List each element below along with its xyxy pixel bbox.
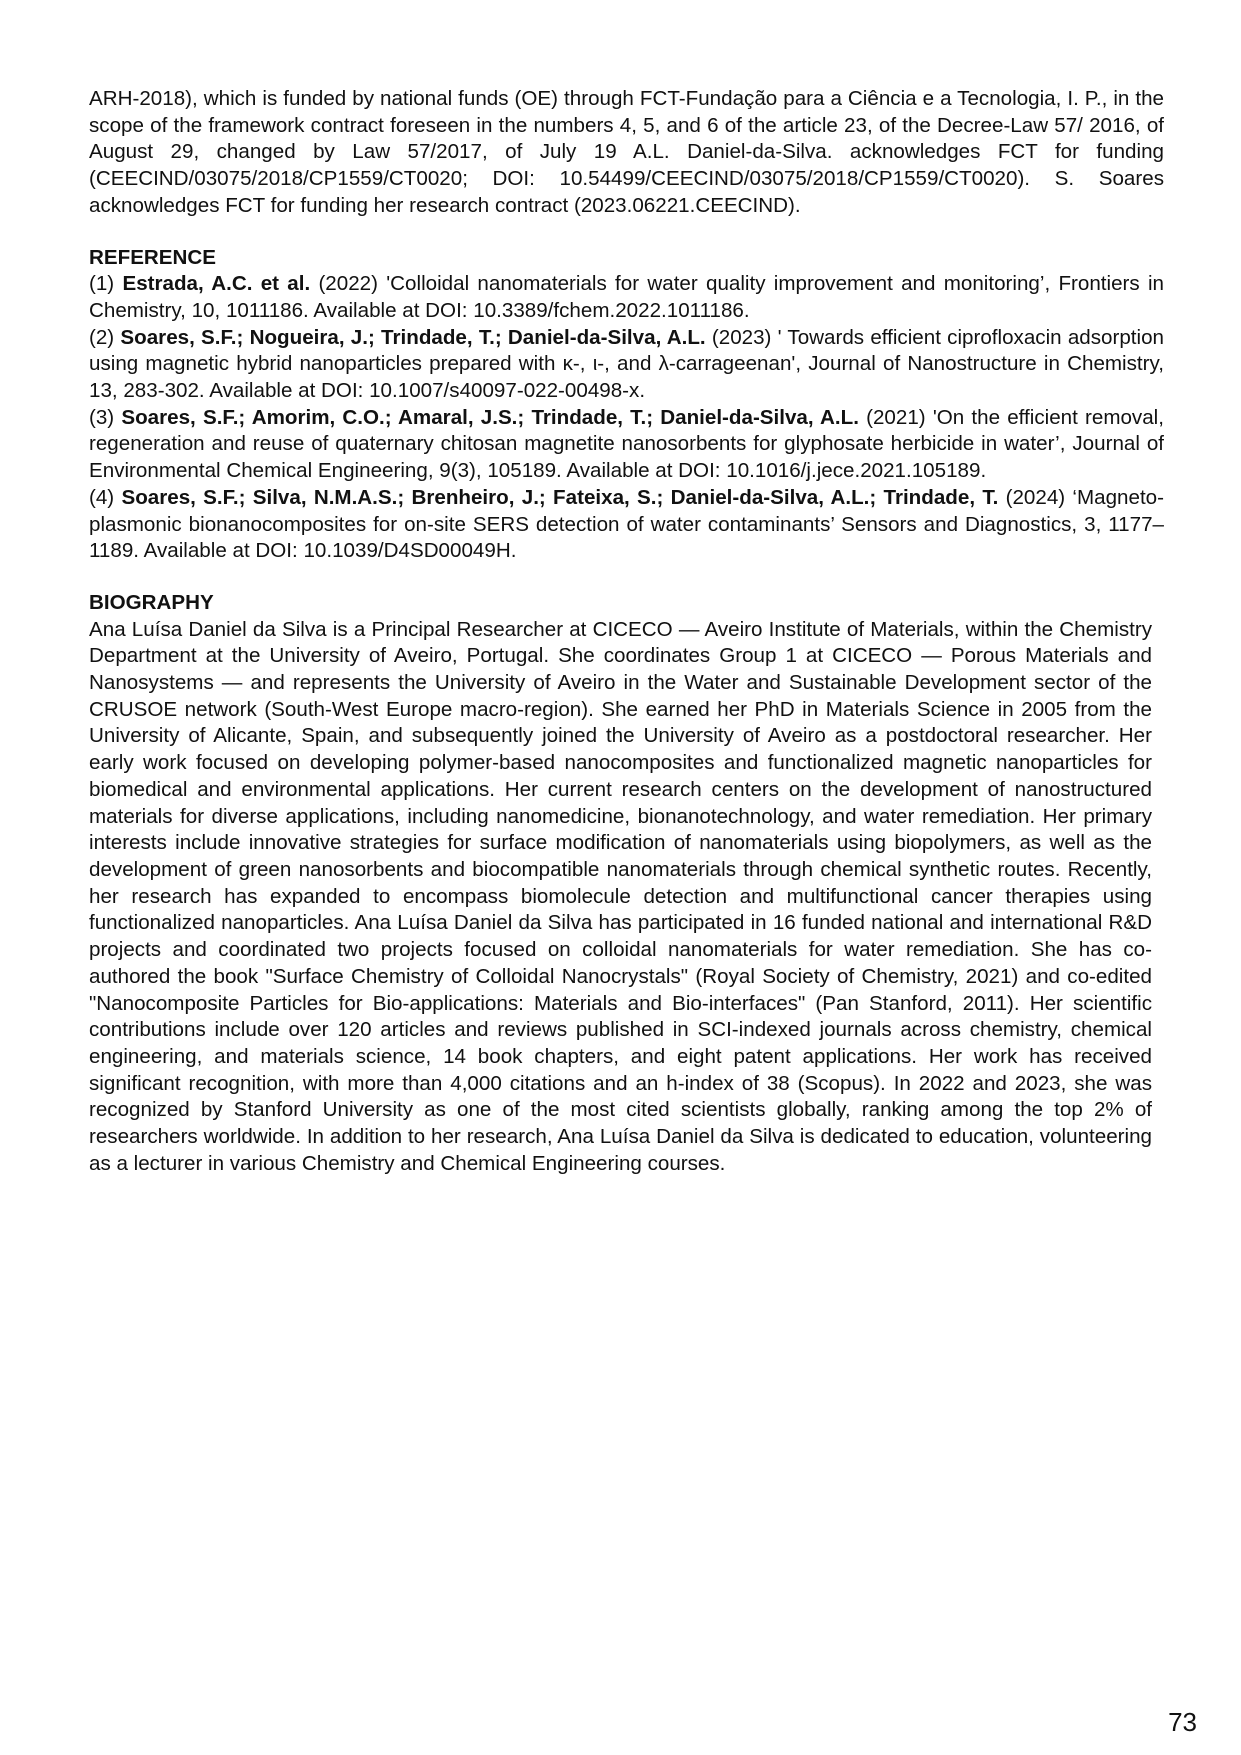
reference-authors: Soares, S.F.; Nogueira, J.; Trindade, T.; Daniel-da-Silva, A.L. [120,325,706,349]
reference-heading: REFERENCE [89,245,217,269]
reference-details: (2024) ‘Magneto-plasmonic bionanocomposites for on-site SERS detection of water contaminants’ Sensors and Diagnostics, 3, 1177–1189. Available at DOI: 10.1039/D4SD00049H. [89,485,1164,563]
reference-details: (2023) ' Towards efficient ciprofloxacin adsorption using magnetic hybrid nanoparticles prepared with κ-, ι-, and λ-carrageenan', Journal of Nanostructure in Chemistry, 13, 283-302. Available at DOI: 10.1007/s40097-022-00498-x. [89,325,1165,403]
reference-list [89,271,1164,565]
reference-authors: Soares, S.F.; Silva, N.M.A.S.; Brenheiro, J.; Fateixa, S.; Daniel-da-Silva, A.L.; Trindade, T. [121,485,999,509]
reference-item [89,485,1164,565]
reference-number: (4) [89,485,122,509]
page-number: 73 [1168,1707,1197,1737]
reference-details: (2022) 'Colloidal nanomaterials for water quality improvement and monitoring’, Frontiers in Chemistry, 10, 1011186. Available at DOI: 10.3389/fchem.2022.1011186. [89,272,1164,322]
reference-number: (3) [89,405,122,429]
reference-number: (1) [89,272,123,296]
reference-number: (2) [89,325,121,349]
reference-item [89,325,1164,405]
biography-paragraph: Ana Luísa Daniel da Silva is a Principal Researcher at CICECO — Aveiro Institute of Materials, within the Chemistry Department at the University of Aveiro, Portugal. She coordinates Group 1 at CICECO — Porous Materials and Nanosystems — and represents the University of Aveiro in the Water and Sustainable Development sector of the CRUSOE network (South-West Europe macro-region). She earned her PhD in Materials Science in 2005 from the University of Alicante, Spain, and subsequently joined the University of Aveiro as a postdoctoral researcher. Her early work focused on developing polymer-based nanocomposites and functionalized magnetic nanoparticles for biomedical and environmental applications. Her current research centers on the development of nanostructured materials for diverse applications, including nanomedicine, bionanotechnology, and water remediation. Her primary interests include innovative strategies for surface modification of nanomaterials using biopolymers, as well as the development of green nanosorbents and biocompatible nanomaterials through chemical synthetic routes. Recently, her research has expanded to encompass biomolecule detection and multifunctional cancer therapies using functionalized nanoparticles. Ana Luísa Daniel da Silva has participated in 16 funded national and international R&D projects and coordinated two projects focused on colloidal nanomaterials for water remediation. She has co-authored the book "Surface Chemistry of Colloidal Nanocrystals" (Royal Society of Chemistry, 2021) and co-edited "Nanocomposite Particles for Bio-applications: Materials and Bio-interfaces" (Pan Stanford, 2011). Her scientific contributions include over 120 articles and reviews published in SCI-indexed journals across chemistry, chemical engineering, and materials science, 14 book chapters, and eight patent applications. Her work has received significant recognition, with more than 4,000 citations and an h-index of 38 (Scopus). In 2022 and 2023, she was recognized by Stanford University as one of the most cited scientists globally, ranking among the top 2% of researchers worldwide. In addition to her research, Ana Luísa Daniel da Silva is dedicated to education, volunteering as a lecturer in various Chemistry and Chemical Engineering courses. [89,617,1152,1175]
reference-item [89,271,1164,324]
reference-details: (2021) 'On the efficient removal, regeneration and reuse of quaternary chitosan magnetite nanosorbents for glyphosate herbicide in water’, Journal of Environmental Chemical Engineering, 9(3), 105189. Available at DOI: 10.1016/j.jece.2021.105189. [89,405,1164,483]
section-gap [89,220,1164,245]
funding-paragraph: ARH-2018), which is funded by national funds (OE) through FCT-Fundação para a Ciência e a Tecnologia, I. P., in the scope of the framework contract foreseen in the numbers 4, 5, and 6 of the article 23, of the Decree-Law 57/ 2016, of August 29, changed by Law 57/2017, of July 19 A.L. Daniel-da-Silva. acknowledges FCT for funding (CEECIND/03075/2018/CP1559/CT0020; DOI: 10.54499/CEECIND/03075/2018/CP1559/CT0020). S. Soares acknowledges FCT for funding her research contract (2023.06221.CEECIND). [89,87,1164,217]
biography-heading: BIOGRAPHY [89,590,214,614]
document-page [89,86,1164,1177]
reference-authors: Estrada, A.C. et al. [122,272,311,296]
section-gap [89,565,1164,590]
reference-authors: Soares, S.F.; Amorim, C.O.; Amaral, J.S.; Trindade, T.; Daniel-da-Silva, A.L. [121,405,859,429]
reference-item [89,405,1164,485]
